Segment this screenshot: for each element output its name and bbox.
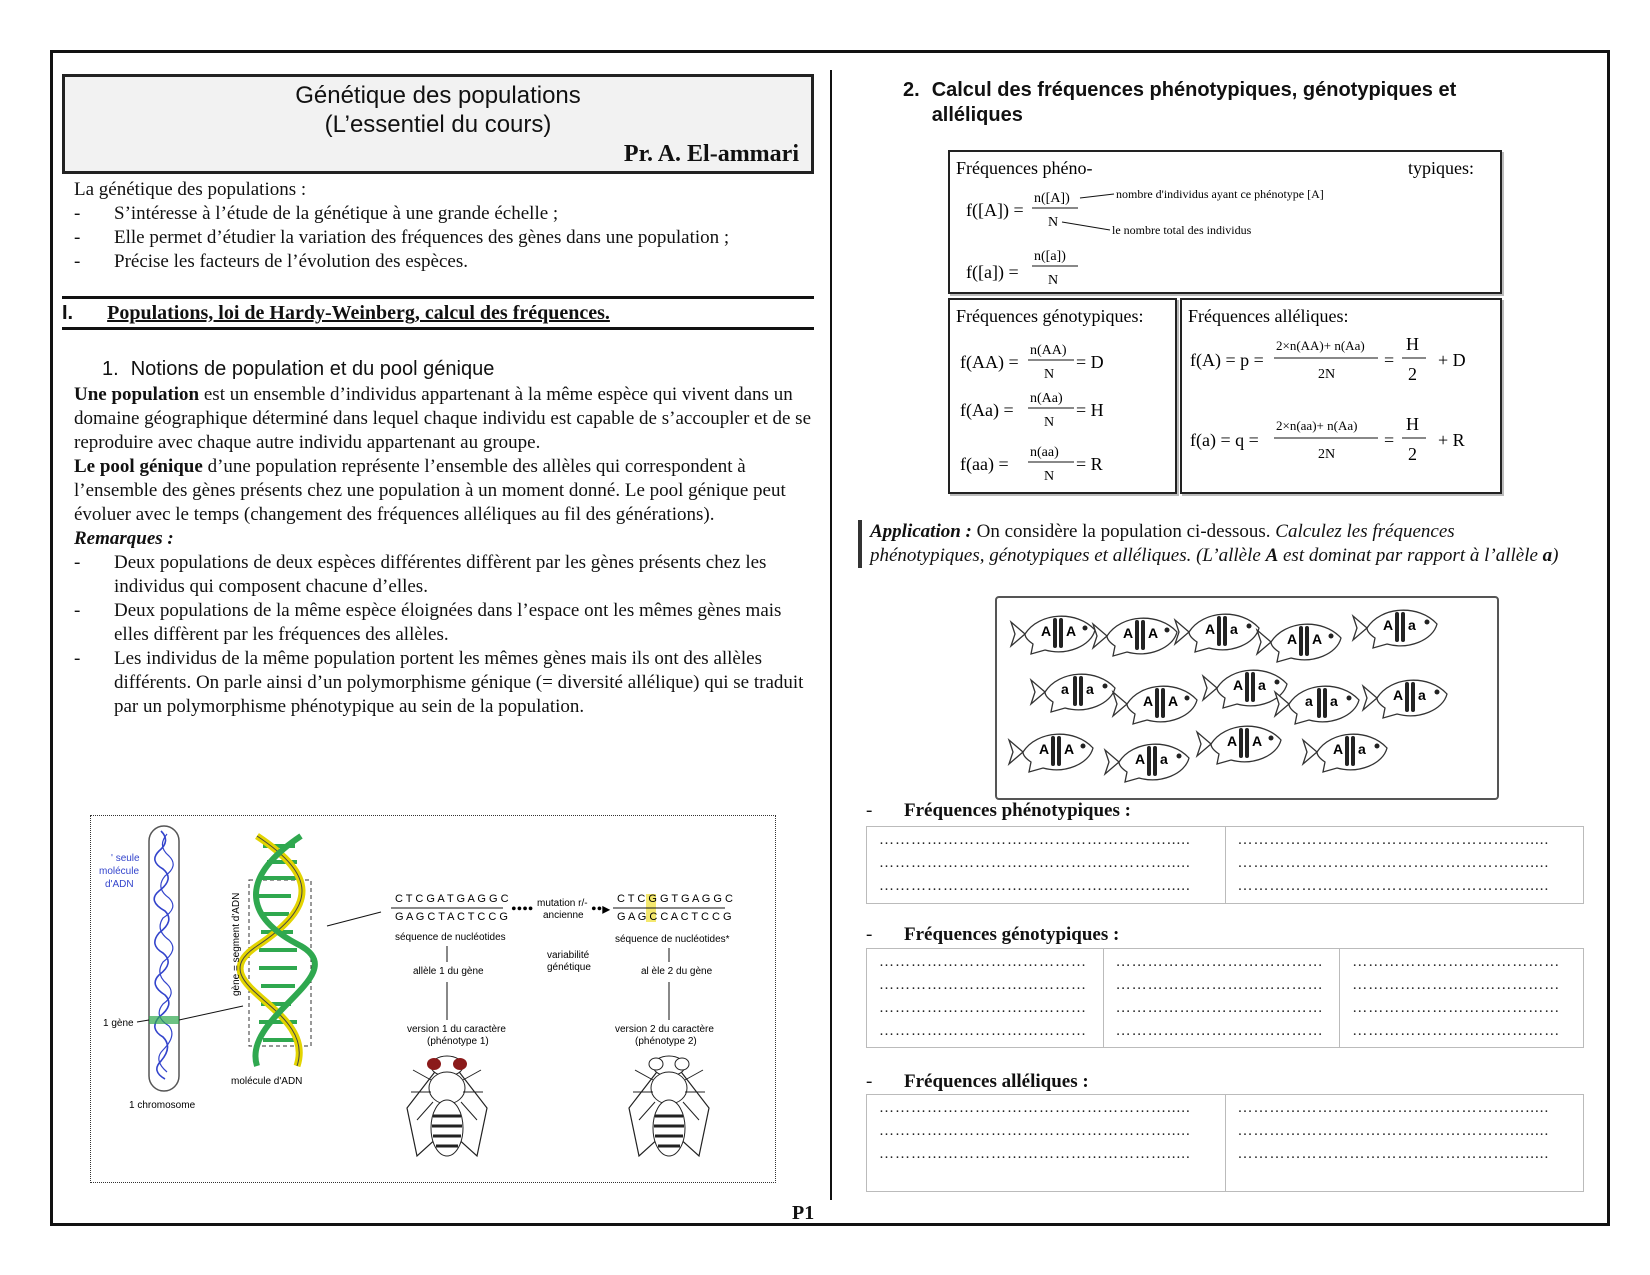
allele2: al èle 2 du gène (641, 966, 713, 977)
dna-to-seq-arrow (327, 912, 381, 926)
application-text3: est dominat par rapport à l’allèle (1278, 545, 1543, 566)
fly-1 (407, 1056, 487, 1156)
fish-allele-2: a (1258, 677, 1266, 693)
remark-item: - Deux populations de deux espèces différentes diffèrent par les gènes présents chez les individus qui composent chacune d’elles. (74, 551, 814, 599)
fish (1197, 726, 1281, 764)
fish-allele-1: A (1227, 733, 1238, 749)
allele-row-A (1190, 334, 1466, 384)
subsection-heading-2 (903, 78, 1583, 128)
label-chromosome: 1 chromosome (129, 1100, 196, 1111)
fA-lhs: f([A]) = (966, 200, 1024, 220)
fish (1031, 674, 1115, 712)
svg-text:= D: = D (1076, 352, 1104, 372)
svg-text:=: = (1384, 350, 1395, 370)
author: Pr. A. El-ammari (623, 141, 799, 167)
svg-text:H: H (1406, 334, 1419, 354)
fish (1009, 734, 1093, 772)
svg-text:N: N (1044, 415, 1055, 430)
variability-l2: génétique (547, 962, 591, 973)
definitions (62, 383, 814, 719)
svg-text:N: N (1044, 469, 1055, 484)
fish-population-figure (995, 596, 1499, 800)
note-num: nombre d'individus ayant ce phénotype [A] (1116, 187, 1324, 201)
intro-bullet: - Précise les facteurs de l’évolution des espèces. (74, 250, 814, 274)
fish-allele-1: A (1143, 693, 1154, 709)
fish-allele-1: A (1333, 741, 1344, 757)
chromosome-bar (1147, 746, 1151, 776)
pheno-question-title (866, 800, 1131, 822)
fish (1011, 616, 1095, 654)
fly-eye (427, 1058, 441, 1070)
fish-allele-1: a (1305, 693, 1313, 709)
geno-title: Fréquences génotypiques : (904, 924, 1120, 945)
fish-population (997, 598, 1497, 798)
chromosome-bar (1239, 728, 1243, 758)
allele-a: a (1542, 545, 1553, 566)
section-heading (62, 296, 814, 330)
geno-head: Fréquences génotypiques: (956, 306, 1144, 326)
column-divider (830, 70, 832, 1200)
pool-term: Le pool génique (74, 456, 203, 477)
chromosome-bar (1251, 672, 1255, 702)
fish (1203, 670, 1287, 708)
label-gene: 1 gène (103, 1018, 134, 1029)
svg-text:+ R: + R (1438, 430, 1465, 450)
fish (1257, 624, 1341, 662)
svg-text:f(Aa) =: f(Aa) = (960, 400, 1014, 420)
right-column (858, 74, 1583, 128)
label-molecule-adn: molécule d'ADN (231, 1076, 303, 1087)
allele-head: Fréquences alléliques: (1188, 306, 1349, 326)
fish-allele-1: A (1393, 687, 1404, 703)
chromosome-shape (149, 826, 179, 1091)
fish-allele-2: a (1330, 693, 1338, 709)
svg-text:n(AA): n(AA) (1030, 343, 1067, 358)
fish-allele-1: A (1039, 741, 1050, 757)
seq1-top: C T C G A T G A G G C (395, 893, 509, 905)
chromosome-bar (1401, 612, 1405, 642)
geno-answer-table (866, 948, 1584, 1048)
allele-question-title (866, 1071, 1089, 1093)
allele-answer-table (866, 1094, 1584, 1192)
chromosome-bar (1299, 626, 1303, 656)
subsection-number: 2. (903, 79, 920, 101)
svg-text:2: 2 (1408, 364, 1417, 384)
chromosome-bar (1217, 616, 1221, 646)
chromosome-bar (1223, 616, 1227, 646)
svg-text:f(A) = p =: f(A) = p = (1190, 350, 1264, 370)
application-text4: ) (1552, 545, 1559, 566)
chromosome-bar (1153, 746, 1157, 776)
population-definition (74, 383, 814, 455)
fly-eye (675, 1058, 689, 1070)
subsection-title-line2: alléliques (931, 104, 1023, 126)
chromosome-bar (1305, 626, 1309, 656)
fish-allele-2: A (1252, 733, 1263, 749)
fa-lhs: f([a]) = (966, 262, 1019, 282)
fish (1353, 610, 1437, 648)
fish-allele-2: A (1168, 693, 1179, 709)
doc-subtitle: (L’essentiel du cours) (324, 111, 552, 138)
subsection-title: Notions de population et du pool génique (130, 358, 495, 380)
chromosome-bar (1245, 728, 1249, 758)
pool-definition (74, 455, 814, 527)
fly-eye (453, 1058, 467, 1070)
fish (1093, 618, 1177, 656)
application-text1: On considère la population ci-dessous. (971, 521, 1276, 542)
gene-band (149, 1016, 179, 1024)
svg-text:f(AA) =: f(AA) = (960, 352, 1019, 372)
fish-allele-2: A (1148, 625, 1159, 641)
pheno-answer-cell[interactable]: ………………………………………………..... ………………………………………………..... ………………………………………………..... (867, 827, 1226, 904)
svg-text:2N: 2N (1318, 367, 1336, 382)
seq2-bottom: G A G C C A C T C C G (617, 911, 732, 923)
fly-eye (649, 1058, 663, 1070)
chromosome-bar (1079, 676, 1083, 706)
fA-num: n([A]) (1034, 191, 1070, 206)
chromosome-bar (1323, 688, 1327, 718)
fish-allele-2: A (1066, 623, 1077, 639)
allelic-formula-box (1180, 298, 1502, 494)
chromosome-bar (1405, 682, 1409, 712)
version1-l1: version 1 du caractère (407, 1024, 506, 1035)
geno-answer-cell[interactable]: ………………………………… ………………………………… ………………………………… ………………………………… (867, 949, 1104, 1048)
chromosome-bar (1245, 672, 1249, 702)
intro-lead: La génétique des populations : (74, 179, 307, 200)
label-molecule: molécule (99, 866, 140, 877)
chromosome-bar (1073, 676, 1077, 706)
fly-2 (629, 1056, 709, 1156)
fish (1275, 686, 1359, 724)
fA-den: N (1048, 215, 1059, 230)
svg-text:f(aa) =: f(aa) = (960, 454, 1009, 474)
chromosome-bar (1155, 688, 1159, 718)
allele-answer-cell[interactable]: ………………………………………………..... ………………………………………………..... ………………………………………………..... (867, 1095, 1226, 1192)
intro-bullet: - Elle permet d’étudier la variation des fréquences des gènes dans une population ; (74, 226, 814, 250)
fish-allele-2: a (1230, 621, 1238, 637)
dotted-arrow: ••▸ (591, 901, 611, 918)
fish-allele-2: a (1358, 741, 1366, 757)
gene-to-dna-arrow (179, 1006, 243, 1020)
svg-text:2: 2 (1408, 444, 1417, 464)
remark-item: - Les individus de la même population portent les mêmes gènes mais ils ont des allèles différents. On parle ainsi d’un polymorphisme génique (= diversité allélique) qui se traduit par un polymorphisme phénotypique au sein de la population. (74, 647, 814, 719)
population-text: est un ensemble d’individus appartenant à la même espèce qui vivent dans un domaine géographique déterminé dans lequel chaque individu est capable de s’accoupler et de se reproduire avec chaque autre individu appartenant au groupe. (74, 384, 812, 453)
allele1: allèle 1 du gène (413, 966, 484, 977)
pheno-answer-table (866, 826, 1584, 904)
geno-row-AA (960, 343, 1104, 382)
chromosome-bar (1053, 618, 1057, 648)
svg-text:f(a) = q =: f(a) = q = (1190, 430, 1259, 450)
chromosome-bar (1141, 620, 1145, 650)
fa-num: n([a]) (1034, 249, 1066, 264)
fish-allele-2: a (1086, 681, 1094, 697)
svg-text:H: H (1406, 414, 1419, 434)
fish-allele-2: a (1418, 687, 1426, 703)
dash: - (866, 800, 873, 821)
section-title: Populations, loi de Hardy-Weinberg, calcul des fréquences. (107, 302, 610, 324)
fish (1105, 744, 1189, 782)
genotypic-formulas (950, 300, 1175, 492)
genotypic-formula-box (948, 298, 1177, 494)
chromosome-bar (1411, 682, 1415, 712)
fish-allele-2: a (1408, 617, 1416, 633)
chromosome-bar (1135, 620, 1139, 650)
fish-allele-1: A (1135, 751, 1146, 767)
chromosome-bar (1345, 736, 1349, 766)
svg-text:= R: = R (1076, 454, 1103, 474)
allelic-formulas (1182, 300, 1500, 492)
fish-allele-1: A (1233, 677, 1244, 693)
remarks-title: Remarques : (74, 528, 174, 549)
chromosome-bar (1051, 736, 1055, 766)
geno-row-Aa (960, 391, 1104, 430)
fish (1175, 614, 1259, 652)
subsection-heading (102, 358, 814, 381)
dash: - (866, 924, 873, 945)
allele-title: Fréquences alléliques : (904, 1071, 1089, 1092)
title-box (62, 74, 814, 174)
doc-title: Génétique des populations (295, 82, 581, 109)
fa-den: N (1048, 273, 1059, 288)
phenotypic-formulas (950, 152, 1500, 292)
label-segment: gène = segment d'ADN (231, 892, 242, 996)
chromosome-bar (1057, 736, 1061, 766)
dash: - (866, 1071, 873, 1092)
dna-figure (90, 815, 776, 1183)
mutation-l1: mutation r/- (537, 898, 588, 909)
label-adn: d'ADN (105, 879, 134, 890)
application-label: Application : (870, 521, 972, 542)
fish-allele-1: A (1287, 631, 1298, 647)
gene-pointer (137, 1020, 149, 1022)
fish (1303, 734, 1387, 772)
pheno-answer-cell[interactable]: ………………………………………………..... ………………………………………………..... ………………………………………………..... (1225, 827, 1584, 904)
seq-label-1: séquence de nucléotides (395, 932, 506, 943)
svg-text:2×n(aa)+ n(Aa): 2×n(aa)+ n(Aa) (1276, 418, 1358, 433)
section-number: I. (62, 302, 74, 324)
seq-label-2: séquence de nucléotides* (615, 934, 730, 945)
application-statement (858, 520, 1560, 568)
population-term: Une population (74, 384, 200, 405)
geno-question-title (866, 924, 1119, 946)
remark-item: - Deux populations de la même espèce éloignées dans l’espace ont les mêmes gènes mais elles diffèrent par les fréquences des allèles. (74, 599, 814, 647)
fish-allele-1: a (1061, 681, 1069, 697)
fish-allele-2: A (1064, 741, 1075, 757)
subsection-title-line1: Calcul des fréquences phénotypiques, génotypiques et (931, 79, 1457, 101)
svg-text:= H: = H (1076, 400, 1104, 420)
allele-row-a (1190, 414, 1465, 464)
fish (1113, 686, 1197, 724)
seq2-top: C T C G G T G A G G C (617, 893, 733, 905)
geno-answer-cell[interactable]: ………………………………… ………………………………… ………………………………… ………………………………… (1340, 949, 1584, 1048)
fish-allele-1: A (1383, 617, 1394, 633)
version1-l2: (phénotype 1) (427, 1036, 489, 1047)
label-seule: ' seule (111, 853, 140, 864)
version2-l1: version 2 du caractère (615, 1024, 714, 1035)
intro-bullet: - S’intéresse à l’étude de la génétique à une grande échelle ; (74, 202, 814, 226)
mutation-l2: ancienne (543, 910, 584, 921)
pheno-title: Fréquences phénotypiques : (904, 800, 1131, 821)
chromosome-bar (1395, 612, 1399, 642)
phenotypic-formula-box (948, 150, 1502, 294)
pheno-head-right: typiques: (1408, 158, 1474, 178)
svg-text:2×n(AA)+ n(Aa): 2×n(AA)+ n(Aa) (1276, 338, 1365, 353)
svg-text:n(aa): n(aa) (1030, 445, 1059, 460)
fish-allele-1: A (1205, 621, 1216, 637)
svg-text:N: N (1044, 367, 1055, 382)
svg-text:+ D: + D (1438, 350, 1466, 370)
intro (62, 178, 814, 274)
fish-allele-1: A (1041, 623, 1052, 639)
chromosome-bar (1317, 688, 1321, 718)
dotted-arrow: •••• (511, 901, 534, 918)
svg-text:=: = (1384, 430, 1395, 450)
version2-l2: (phénotype 2) (635, 1036, 697, 1047)
svg-text:2N: 2N (1318, 447, 1336, 462)
left-column (62, 74, 814, 719)
seq1-bottom: G A G C T A C T C C G (395, 911, 508, 923)
application-text2: Calculez les fréquences phénotypiques, génotypiques et alléliques. (L’allèle (870, 521, 1455, 566)
fish-allele-1: A (1123, 625, 1134, 641)
dna-diagram (91, 816, 777, 1184)
allele-A: A (1265, 545, 1279, 566)
page-number: P1 (792, 1202, 815, 1224)
allele-answer-cell[interactable]: ………………………………………………..... ………………………………………………..... ………………………………………………..... (1225, 1095, 1584, 1192)
pool-text: d’une population représente l’ensemble des allèles qui correspondent à l’ensemble des gènes présents chez une population à un moment donné. Le pool génique peut évoluer avec le temps (changement des fréquences alléliques au fil des générations). (74, 456, 786, 525)
fish (1363, 680, 1447, 718)
pheno-head-left: Fréquences phéno- (956, 158, 1093, 178)
svg-text:n(Aa): n(Aa) (1030, 391, 1063, 406)
chromosome-bar (1059, 618, 1063, 648)
variability-l1: variabilité (547, 950, 590, 961)
chromosome-bar (1161, 688, 1165, 718)
geno-row-aa (960, 445, 1103, 484)
geno-answer-cell[interactable]: ………………………………… ………………………………… ………………………………… ………………………………… (1103, 949, 1340, 1048)
fish-allele-2: a (1160, 751, 1168, 767)
fish-allele-2: A (1312, 631, 1323, 647)
subsection-title (932, 78, 1457, 128)
subsection-number: 1. (102, 358, 119, 380)
note-den: le nombre total des individus (1112, 223, 1252, 237)
chromosome-bar (1351, 736, 1355, 766)
